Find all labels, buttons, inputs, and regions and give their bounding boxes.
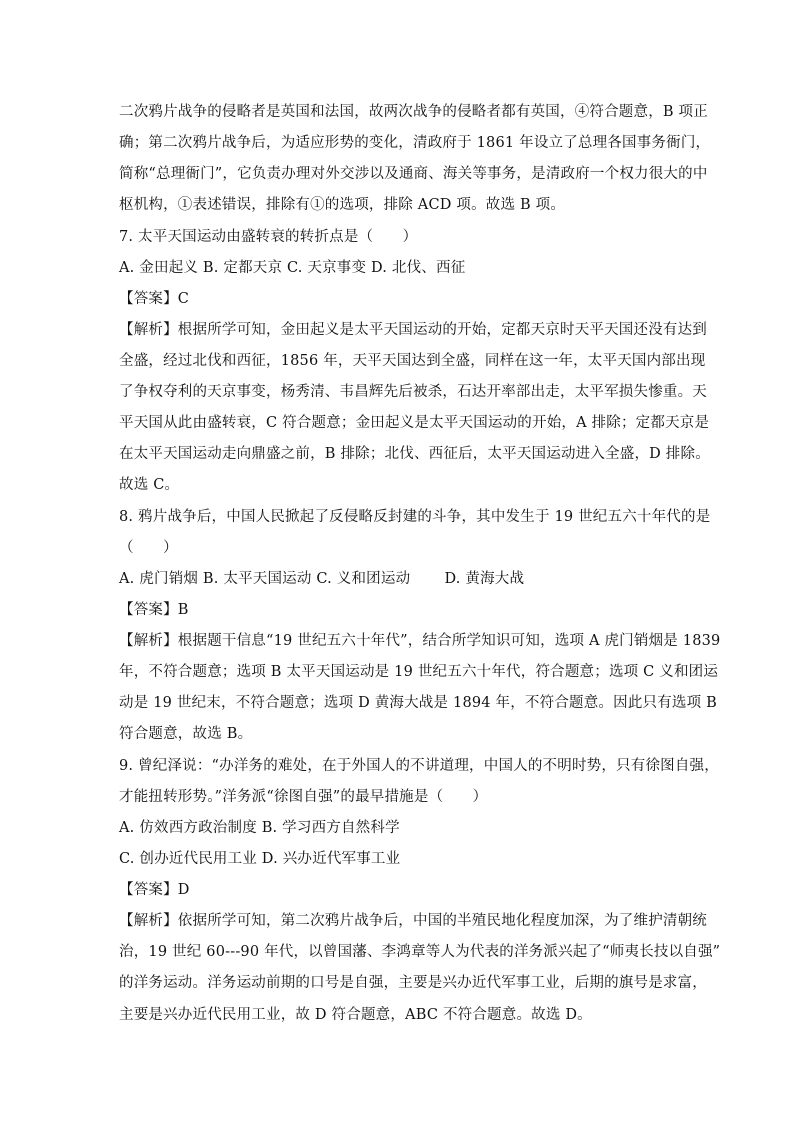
question-8: 8. 鸦片战争后，中国人民掀起了反侵略反封建的斗争，其中发生于 19 世纪五六十年代的是 bbox=[119, 509, 711, 525]
question-8-options: A. 虎门销烟 B. 太平天国运动 C. 义和团运动 D. 黄海大战 bbox=[119, 571, 525, 587]
analysis-line: 【解析】根据题干信息“19 世纪五六十年代”，结合所学知识可知，选项 A 虎门销烟是 1839 bbox=[119, 633, 721, 649]
answer-label: 【答案】B bbox=[119, 602, 189, 618]
analysis-line: 了争权夺利的天京事变，杨秀清、韦昌辉先后被杀，石达开率部出走，太平军损失惨重。天 bbox=[119, 384, 707, 400]
analysis-line: 符合题意，故选 B。 bbox=[119, 726, 253, 742]
question-9-options: A. 仿效西方政治制度 B. 学习西方自然科学 bbox=[119, 820, 400, 836]
analysis-line: 主要是兴办近代民用工业，故 D 符合题意，ABC 不符合题意。故选 D。 bbox=[119, 1007, 592, 1023]
text-line: 确；第二次鸦片战争后，为适应形势的变化，清政府于 1861 年设立了总理各国事务衙门， bbox=[119, 135, 711, 151]
analysis-line: 平天国从此由盛转衰，C 符合题意；金田起义是太平天国运动的开始，A 排除；定都天京是 bbox=[119, 415, 710, 431]
analysis-line: 动是 19 世纪末，不符合题意；选项 D 黄海大战是 1894 年，不符合题意。因此只有选项 B bbox=[119, 695, 717, 711]
analysis-line: 【解析】根据所学可知，金田起义是太平天国运动的开始，定都天京时天平天国还没有达到 bbox=[119, 322, 707, 338]
answer-label: 【答案】D bbox=[119, 882, 190, 898]
text-line: 二次鸦片战争的侵略者是英国和法国，故两次战争的侵略者都有英国，④符合题意，B 项正 bbox=[119, 104, 708, 120]
analysis-line: 【解析】依据所学可知，第二次鸦片战争后，中国的半殖民地化程度加深，为了维护清朝统 bbox=[119, 913, 707, 929]
text-line: 简称“总理衙门”，它负责办理对外交涉以及通商、海关等事务，是清政府一个权力很大的中 bbox=[119, 166, 708, 182]
text-line: 枢机构，①表述错误，排除有①的选项，排除 ACD 项。故选 B 项。 bbox=[119, 197, 566, 213]
question-9-options: C. 创办近代民用工业 D. 兴办近代军事工业 bbox=[119, 851, 401, 867]
analysis-line: 故选 C。 bbox=[119, 477, 180, 493]
analysis-line: 年，不符合题意；选项 B 太平天国运动是 19 世纪五六十年代，符合题意；选项 C 义和团运 bbox=[119, 664, 719, 680]
question-8-bracket: （ ） bbox=[119, 540, 178, 556]
analysis-line: 在太平天国运动走向鼎盛之前，B 排除；北伐、西征后，太平天国运动进入全盛，D 排除。 bbox=[119, 446, 710, 462]
question-9: 9. 曾纪泽说：“办洋务的难处，在于外国人的不讲道理，中国人的不明时势，只有徐图自强， bbox=[119, 758, 719, 774]
analysis-line: 治，19 世纪 60---90 年代，以曾国藩、李鸿章等人为代表的洋务派兴起了“师夷长技以自强” bbox=[119, 944, 721, 960]
answer-label: 【答案】C bbox=[119, 291, 190, 307]
question-9: 才能扭转形势。”洋务派“徐图自强”的最早措施是（ ） bbox=[119, 789, 488, 805]
question-7-options: A. 金田起义 B. 定都天京 C. 天京事变 D. 北伐、西征 bbox=[119, 260, 466, 276]
question-7: 7. 太平天国运动由盛转衰的转折点是（ ） bbox=[119, 229, 418, 245]
analysis-line: 的洋务运动。洋务运动前期的口号是自强，主要是兴办近代军事工业，后期的旗号是求富， bbox=[119, 975, 707, 991]
analysis-line: 全盛，经过北伐和西征，1856 年，天平天国达到全盛，同样在这一年，太平天国内部出现 bbox=[119, 353, 706, 369]
